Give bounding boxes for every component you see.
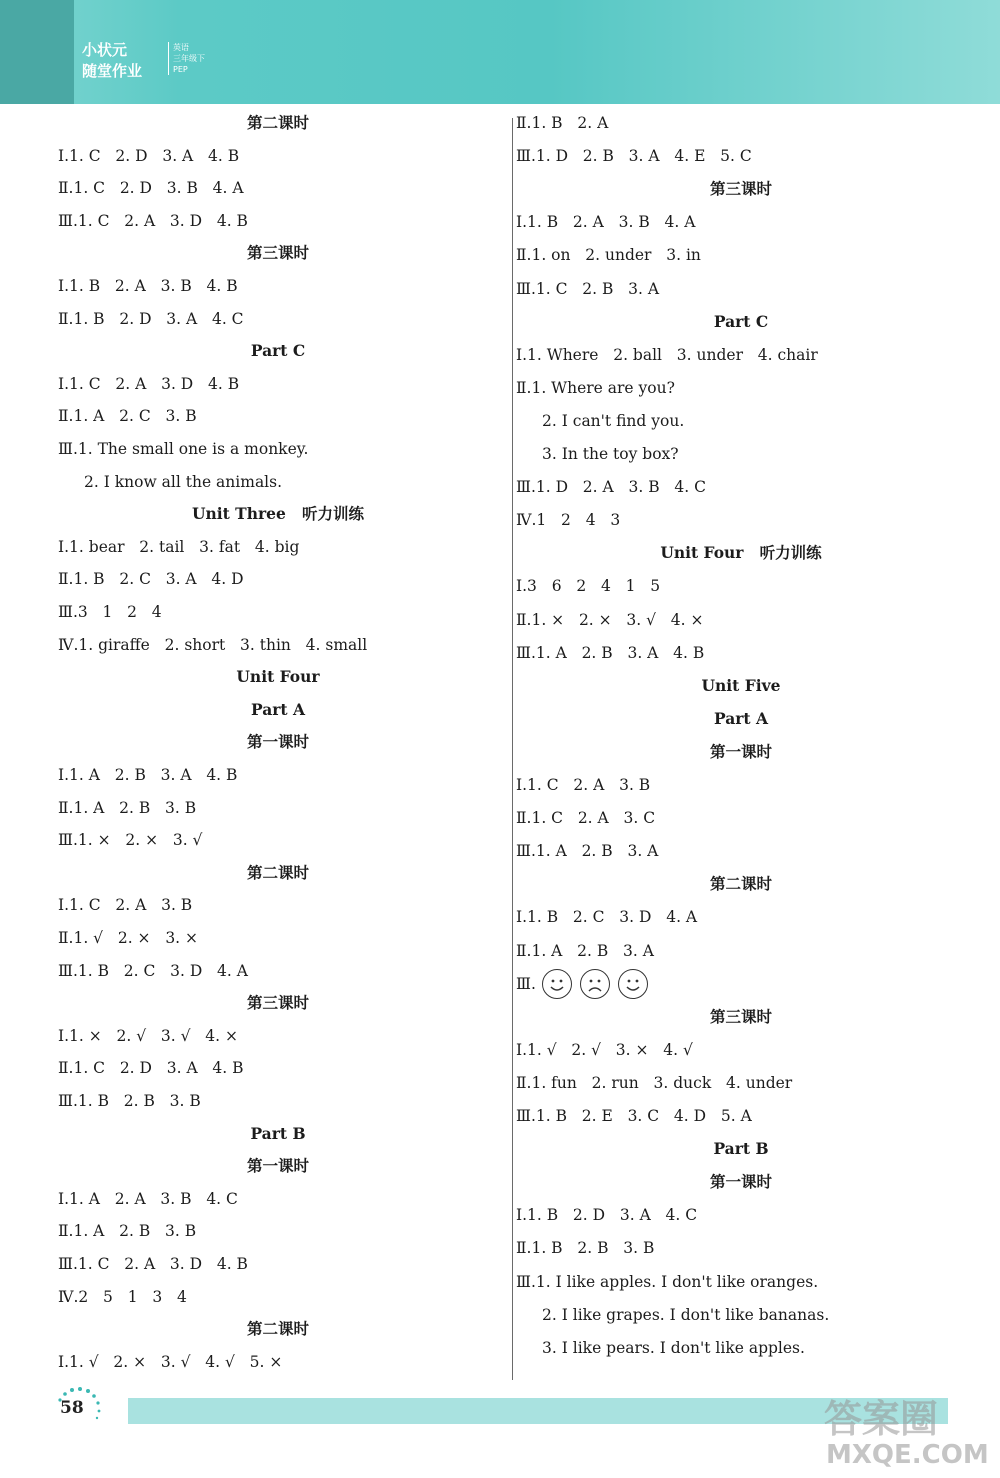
subject-label: 英语 <box>173 43 189 52</box>
column-divider <box>512 118 513 1380</box>
answer-line: Ⅰ.1. × 2. √ 3. √ 4. × <box>58 1026 238 1045</box>
book-title <box>82 40 142 82</box>
section-heading: Unit Four 听力训练 <box>660 543 822 563</box>
answer-line: Ⅰ.1. B 2. D 3. A 4. C <box>516 1206 698 1225</box>
answer-line: Ⅳ.2 5 1 3 4 <box>58 1287 187 1306</box>
section-heading: 第三课时 <box>709 1006 772 1026</box>
header-band <box>0 0 1000 104</box>
answer-line: Ⅰ.1. √ 2. × 3. √ 4. √ 5. × <box>58 1352 283 1371</box>
answer-line: Ⅰ.3 6 2 4 1 5 <box>516 577 661 596</box>
section-heading: Unit Four <box>236 667 320 687</box>
answer-line: Ⅳ.1 2 4 3 <box>516 511 621 530</box>
section-heading: 第二课时 <box>246 1319 309 1339</box>
answer-line: Ⅳ.1. giraffe 2. short 3. thin 4. small <box>58 635 368 654</box>
answer-line: Ⅲ.1. × 2. × 3. √ <box>58 831 203 850</box>
answer-line: Ⅱ.1. C 2. D 3. A 4. B <box>58 1059 244 1078</box>
edition-label: PEP <box>173 65 188 74</box>
answer-line: Ⅲ.1. B 2. B 3. B <box>58 1092 201 1110</box>
answer-line: Ⅲ.1. C 2. A 3. D 4. B <box>58 211 248 230</box>
answer-line: Ⅰ.1. √ 2. √ 3. × 4. √ <box>516 1040 693 1059</box>
answer-line: Ⅱ.1. C 2. D 3. B 4. A <box>58 179 244 198</box>
answer-line: 3. I like pears. I don't like apples. <box>542 1338 805 1357</box>
answer-line: 2. I can't find you. <box>542 411 685 430</box>
answer-line: Ⅲ.1. B 2. E 3. C 4. D 5. A <box>516 1107 752 1125</box>
answer-line: Ⅲ.1. C 2. A 3. D 4. B <box>58 1255 248 1273</box>
answer-line: Ⅰ.1. bear 2. tail 3. fat 4. big <box>58 537 300 556</box>
answer-line: Ⅱ.1. × 2. × 3. √ 4. × <box>516 610 704 629</box>
answer-line: Ⅰ.1. A 2. B 3. A 4. B <box>58 766 238 784</box>
answer-line: Ⅱ.1. √ 2. × 3. × <box>58 929 199 947</box>
answer-line: Ⅲ.1. D 2. B 3. A 4. E 5. C <box>516 147 752 166</box>
answer-line: Ⅰ.1. C 2. A 3. B <box>58 896 193 915</box>
answer-line: Ⅱ.1. fun 2. run 3. duck 4. under <box>516 1073 793 1092</box>
section-heading: 第二课时 <box>246 862 309 882</box>
section-heading: 第三课时 <box>246 243 309 263</box>
answer-line: Ⅱ.1. A 2. B 3. A <box>516 941 654 960</box>
answer-line: Ⅱ.1. C 2. A 3. C <box>516 809 656 828</box>
section-heading: Part C <box>250 341 306 361</box>
section-heading: 第二课时 <box>709 874 772 894</box>
book-title-line1: 小状元 <box>82 41 128 59</box>
answer-line: Ⅱ.1. on 2. under 3. in <box>516 246 701 265</box>
answer-line: Ⅲ.1. A 2. B 3. A <box>516 842 659 861</box>
answer-line: Ⅲ.1. B 2. C 3. D 4. A <box>58 961 248 980</box>
book-subtitle <box>168 42 205 75</box>
book-title-line2: 随堂作业 <box>82 62 143 80</box>
answer-line: Ⅲ.1. A 2. B 3. A 4. B <box>516 643 705 662</box>
answer-line: Ⅲ.1. I like apples. I don't like oranges. <box>516 1272 819 1291</box>
answer-line: Ⅰ.1. Where 2. ball 3. under 4. chair <box>516 345 818 364</box>
answer-line: 3. In the toy box? <box>542 445 679 463</box>
section-heading: Part A <box>713 708 769 728</box>
answer-line: Ⅰ.1. B 2. A 3. B 4. A <box>516 213 696 232</box>
answer-line: Ⅰ.1. B 2. C 3. D 4. A <box>516 908 698 927</box>
answer-line: 2. I know all the animals. <box>84 472 283 491</box>
section-heading: 第三课时 <box>246 993 309 1013</box>
section-heading: 第一课时 <box>246 1156 309 1176</box>
answer-line: Ⅱ.1. Where are you? <box>516 378 675 397</box>
section-heading: 第三课时 <box>709 179 772 199</box>
answer-line: Ⅱ.1. B 2. D 3. A 4. C <box>58 309 244 328</box>
answer-line: 2. I like grapes. I don't like bananas. <box>542 1305 830 1324</box>
logo-block <box>0 0 74 104</box>
smiley-answer-row <box>516 969 656 1001</box>
section-heading: Part B <box>250 1123 306 1143</box>
answer-line: Ⅰ.1. C 2. A 3. B <box>516 776 651 794</box>
question-label: Ⅲ. <box>516 974 536 993</box>
answer-line: Ⅱ.1. B 2. A <box>516 114 609 132</box>
section-heading: 第二课时 <box>246 113 309 132</box>
section-heading: Unit Three 听力训练 <box>191 504 365 524</box>
answer-line: Ⅲ.1. The small one is a monkey. <box>58 440 309 458</box>
answer-line: Ⅲ.3 1 2 4 <box>58 603 162 621</box>
happy-face-icon <box>542 969 572 999</box>
answer-line: Ⅲ.1. D 2. A 3. B 4. C <box>516 478 706 497</box>
section-heading: Part C <box>713 311 769 331</box>
watermark-url: MXQE.COM <box>826 1440 989 1470</box>
section-heading: Part A <box>250 699 306 719</box>
answer-line: Ⅰ.1. B 2. A 3. B 4. B <box>58 277 238 295</box>
grade-label: 三年级下 <box>173 54 205 63</box>
answer-line: Ⅲ.1. C 2. B 3. A <box>516 279 660 298</box>
answer-line: Ⅱ.1. A 2. B 3. B <box>58 1222 197 1241</box>
happy-face-icon <box>618 969 648 999</box>
answer-line: Ⅱ.1. A 2. B 3. B <box>58 798 197 817</box>
answer-line: Ⅰ.1. A 2. A 3. B 4. C <box>58 1189 238 1208</box>
answer-line: Ⅰ.1. C 2. D 3. A 4. B <box>58 146 240 165</box>
answer-line: Ⅰ.1. C 2. A 3. D 4. B <box>58 374 240 393</box>
section-heading: 第一课时 <box>709 1172 772 1192</box>
section-heading: 第一课时 <box>709 741 772 761</box>
page-number: 58 <box>60 1398 84 1418</box>
answer-line: Ⅱ.1. B 2. C 3. A 4. D <box>58 570 244 589</box>
section-heading: Unit Five <box>701 675 781 695</box>
answer-line: Ⅱ.1. A 2. C 3. B <box>58 407 197 426</box>
section-heading: Part B <box>713 1139 769 1159</box>
sad-face-icon <box>580 969 610 999</box>
answer-line: Ⅱ.1. B 2. B 3. B <box>516 1239 655 1258</box>
section-heading: 第一课时 <box>246 732 309 752</box>
watermark-logo: 答案圈 <box>824 1397 939 1441</box>
